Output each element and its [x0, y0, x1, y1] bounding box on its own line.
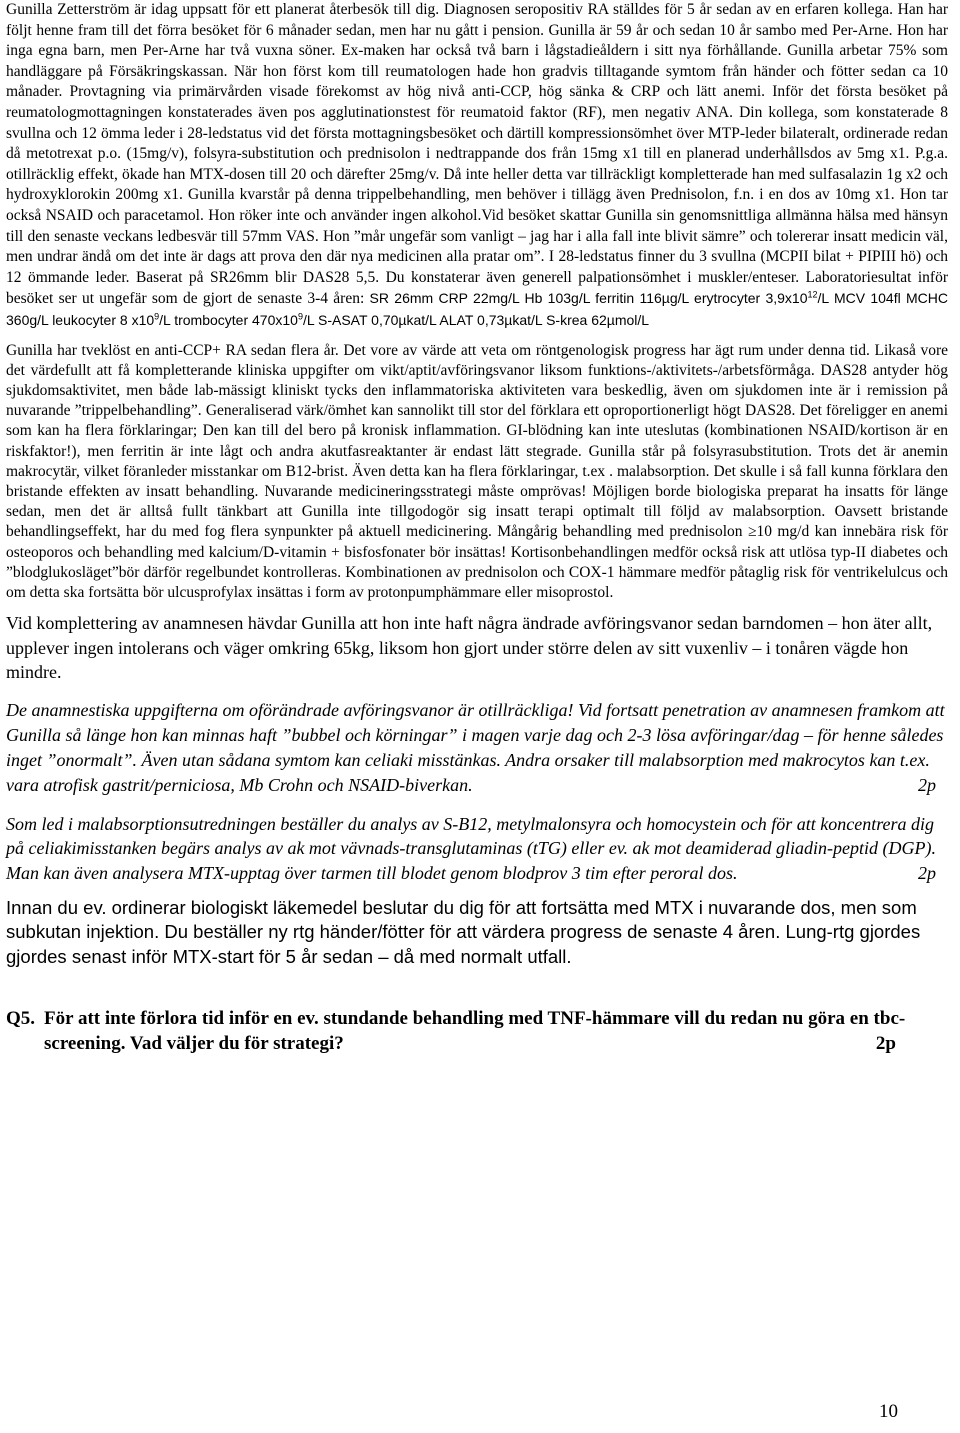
page-number: 10 — [879, 1401, 898, 1422]
question-points: 2p — [875, 1033, 896, 1055]
question-text: För att inte förlora tid inför en ev. stundande behandling med TNF-hämmare vill du redan nu göra en tbc-screening. Vad väljer du för strategi? — [44, 1008, 906, 1055]
case-intro-text: Gunilla Zetterström är idag uppsatt för ett planerat återbesök till dig. Diagnosen seropositiv RA ställdes för 5 år sedan av en erfaren kollega. Han har följt henne fram till det förra besöket för 6 månader sedan, men har nu gått i pension. Gunilla är 59 år och sedan 10 år sambo med Per-Arne. Hon har inga egna barn, men Per-Arne har två vuxna söner. Ex-maken har också två barn i lågstadieåldern i sitt nya förhållande. Gunilla arbetar 75% som handläggare på Försäkringskassan. När hon först kom till reumatologen hade hon gradvis tilltagande symtom från händer och fötter sedan ca 10 månader. Provtagning via primärvården visade förekomst av hög nivå anti-CCP, hög sänka & CRP och lätt anemi. Inför det första besöket på reumatologmottagningen konstaterades även pos agglutinationstest för reumatoid faktor (RF), men negativ ANA. Din kollega, som konstaterade 8 svullna och 12 ömma leder i 28-ledstatus vid det första mottagningsbesöket och därtill kompressionsömhet över MTP-leder bilateralt, ordinerade redan då metotrexat p.o. (15mg/v), folsyra-substitution och prednisolon i nedtrappande dos från 15mg x1 till en planerad underhållsdos av 5mg x1. P.g.a. otillräcklig effekt, ökade han MTX-dosen till 20 och därefter 25mg/v. Då inte heller detta var tillräckligt kompletterade han med sulfasalazin 1g x2 och hydroxyklorokin 200mg x1. Gunilla kvarstår på denna trippelbehandling, men behöver i tillägg även Prednisolon, f.n. i en dos av 10mg x1. Hon tar också NSAID och paracetamol. Hon röker inte och använder ingen alkohol.Vid besöket skattar Gunilla sin genomsnittliga allmänna hälsa med hänsyn till den senaste veckans ledbesvär till 57mm VAS. Hon ”mår ungefär som vanligt – jag har i alla fall inte blivit sämre” och tolererar insatt medicin väl, men undrar ändå om det inte är dags att prova den där nya medicinen alla pratar om”. I 28-ledstatus finner du 3 svullna (MCPII bilat + PIPIII hö) och 12 ömmande leder. Baserat på SR26mm blir DAS28 5,5. Du konstaterar även generell palpationsömhet i muskler/enteser. Laboratoriesultat inför besöket ser ut ungefär som de gjort de senaste 3-4 åren: — [6, 1, 948, 308]
lab-results: SR 26mm CRP 22mg/L Hb 103g/L ferritin 116µg/L erytrocyter $3,9x10^{12}/L$ MCV 104fl MCHC 360g/L leukocyter 8 $x10^9/L$ trombocyter $470x10^9/L$ S-ASAT 0,70µkat/L ALAT 0,73µkat/L S-krea 62µmol/L — [6, 289, 948, 328]
mtx-decision-paragraph: Innan du ev. ordinerar biologiskt läkemedel beslutar du dig för att fortsätta med MTX i nuvarande dos, men som subkutan injektion. Du beställer ny rtg händer/fötter för att värdera progress de senaste 4 åren. Lung-rtg gjordes gjordes senast inför MTX-start för 5 år sedan – då med normalt utfall. — [6, 896, 921, 967]
answer-paragraph-tests: Som led i malabsorptionsutredningen beställer du analys av S-B12, metylmalonsyra och homocystein och för att koncentrera dig på celiakimisstanken begärs analys av ak mot vävnads-transglutaminas (tTG) eller ev. ak mot deamiderad gliadin-peptid (DGP). Man kan även analysera MTX-upptag över tarmen till blodet genom blodprov 3 tim efter peroral dos. 2p — [6, 812, 948, 886]
question-q5 — [6, 1006, 948, 1056]
points-label: 2p — [918, 863, 936, 884]
question-number: Q5. — [6, 1008, 36, 1030]
answer-paragraph-malabsorption: De anamnestiska uppgifterna om oförändrade avföringsvanor är otillräckliga! Vid fortsatt penetration av anamnesen framkom att Gunilla så länge hon kan minnas haft ”bubbel och körningar” i magen varje dag och 2-3 lösa avföringar/dag – för henne således inget ”onormalt”. Även utan sådana symtom kan celiaki misstänkas. Andra orsaker till malabsorption med makrocytos kan t.ex. vara atrofisk gastrit/perniciosa, Mb Crohn och NSAID-biverkan. 2p — [6, 698, 948, 797]
case-intro-paragraph — [6, 0, 948, 332]
assessment-paragraph: Gunilla har tveklöst en anti-CCP+ RA sedan flera år. Det vore av värde att veta om röntgenologisk progress har ägt rum under denna tid. Likaså vore det värdefullt att få kompletterande kliniska uppgifter om vikt/aptit/avföringsvanor liksom funktions-/aktivitets-/arbetsförmåga. DAS28 antyder hög sjukdomsaktivitet, men både lab-mässigt kliniskt tycks den inflammatoriska aktiviteten vara beskedlig, även om sjukdomen inte är i remission på nuvarande ”trippelbehandling”. Generaliserad värk/ömhet kan sannolikt till stor del förklara ett oproportionerligt högt DAS28. Det föreligger en anemi som kan ha flera förklaringar; Den kan till del bero på kronisk inflammation. GI-blödning kan inte uteslutas (kombinationen NSAID/kortison är en riskfaktor!), men ferritin är inte lågt och andra akutfasreaktanter är endast lätt stegrade. Gunilla står på folsyrasubstitution. Trots det är anemin makrocytär, vilket föranleder misstankar om B12-brist. Även detta kan ha flera förklaringar, t.ex . malabsorption. Det skulle i så fall kunna förklara den bristande effekten av insatt behandling. Nuvarande medicineringsstrategi måste omprövas! Möjligen borde biologiska preparat ha insatts för länge sedan, men det är alltså fullt tänkbart att Gunilla inte tillgodogör sig insatt terapi optimalt till följd av malabsorption. Oavsett bristande behandlingseffekt, har du med fog flera synpunkter på aktuell medicinering. Mångårig behandling med prednisolon ≥10 mg/d kan innebära risk för osteoporos och behandling med kalcium/D-vitamin + bisfosfonater bör insättas! Kortisonbehandlingen medför också risk att utlösa typ-II diabetes och ”blodglukosläget”bör därför regelbundet kontrolleras. Kombinationen av prednisolon och COX-1 hämmare medför påtaglig risk för ventrikelulcus och om detta ska fortsätta bör ulcusprofylax insättas i form av protonpumphämmare eller misoprostol. — [6, 341, 948, 601]
anamnesis-paragraph: Vid komplettering av anamnesen hävdar Gunilla att hon inte haft några ändrade avföringsvanor sedan barndomen – hon äter allt, upplever ingen intolerans och väger omkring 65kg, liksom hon gjort under större delen av sitt vuxenliv – i tonåren vägde hon mindre. — [6, 613, 933, 682]
points-label: 2p — [918, 774, 936, 795]
